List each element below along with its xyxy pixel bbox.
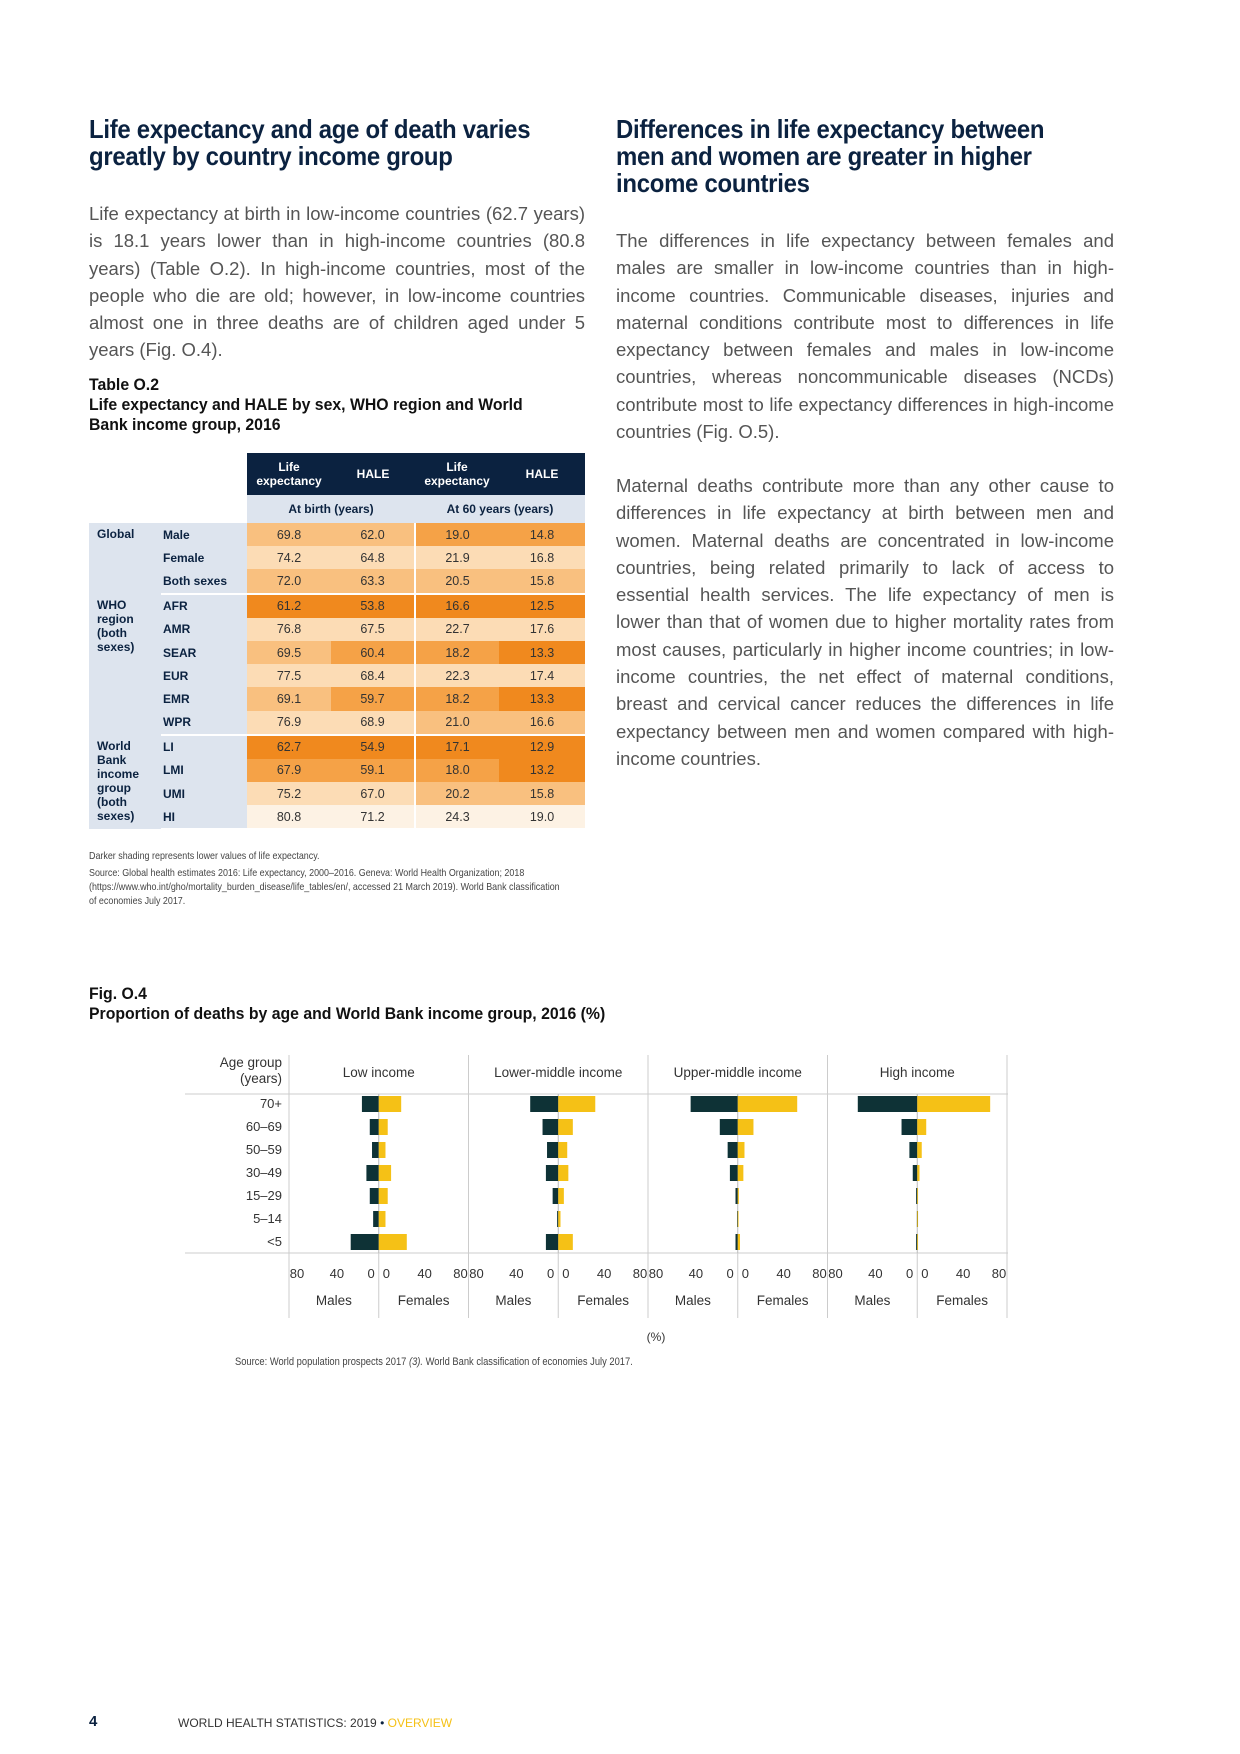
tick-label: 0 bbox=[726, 1266, 734, 1281]
table-group-label: WHO region (both sexes) bbox=[89, 594, 161, 735]
page-number: 4 bbox=[89, 1713, 98, 1730]
panel-title: High income bbox=[879, 1065, 955, 1080]
table-cell: 17.4 bbox=[499, 664, 585, 687]
category-label: 60–69 bbox=[245, 1119, 282, 1134]
table-row-label: AFR bbox=[161, 594, 247, 618]
table-cell: 16.6 bbox=[499, 711, 585, 735]
figure-label: Fig. O.4 bbox=[89, 984, 147, 1003]
table-cell: 21.9 bbox=[415, 546, 499, 569]
tick-label: 80 bbox=[812, 1266, 827, 1281]
tick-label: 40 bbox=[688, 1266, 704, 1281]
column-header: Life expectancy bbox=[415, 453, 499, 495]
female-bar bbox=[379, 1188, 388, 1204]
table-cell: 75.2 bbox=[247, 782, 331, 805]
footer-section: OVERVIEW bbox=[387, 1716, 453, 1730]
table-cell: 14.8 bbox=[499, 523, 585, 546]
female-bar bbox=[379, 1165, 391, 1181]
table-cell: 61.2 bbox=[247, 594, 331, 618]
female-bar bbox=[558, 1142, 567, 1158]
female-bar bbox=[558, 1234, 573, 1250]
table-row-label: LMI bbox=[161, 759, 247, 782]
table-cell: 59.7 bbox=[331, 687, 415, 710]
table-cell: 67.0 bbox=[331, 782, 415, 805]
male-bar bbox=[902, 1119, 918, 1135]
table-cell: 60.4 bbox=[331, 641, 415, 664]
females-label: Females bbox=[397, 1293, 450, 1308]
male-bar bbox=[736, 1234, 738, 1250]
male-bar bbox=[553, 1188, 559, 1204]
table-cell: 69.8 bbox=[247, 523, 331, 546]
male-bar bbox=[547, 1142, 558, 1158]
tick-label: 40 bbox=[776, 1266, 791, 1281]
female-bar bbox=[917, 1165, 919, 1181]
table-cell: 20.5 bbox=[415, 569, 499, 593]
male-bar bbox=[543, 1119, 559, 1135]
tick-label: 80 bbox=[289, 1266, 305, 1281]
table-row-label: EUR bbox=[161, 664, 247, 687]
table-row-label: HI bbox=[161, 805, 247, 829]
tick-label: 0 bbox=[382, 1266, 390, 1281]
female-bar bbox=[917, 1211, 918, 1227]
tick-label: 0 bbox=[741, 1266, 749, 1281]
footer-publication: WORLD HEALTH STATISTICS: 2019 bbox=[178, 1716, 377, 1730]
table-cell: 17.1 bbox=[415, 735, 499, 759]
table-cell: 19.0 bbox=[499, 805, 585, 829]
male-bar bbox=[913, 1165, 917, 1181]
tick-label: 40 bbox=[509, 1266, 524, 1281]
tick-label: 40 bbox=[417, 1266, 432, 1281]
table-row-label: UMI bbox=[161, 782, 247, 805]
tick-label: 0 bbox=[906, 1266, 914, 1281]
left-heading: Life expectancy and age of death varies greatly by country income group bbox=[89, 114, 531, 171]
figure-title: Proportion of deaths by age and World Bank income group, 2016 (%) bbox=[89, 1004, 606, 1023]
tick-label: 0 bbox=[367, 1266, 375, 1281]
male-bar bbox=[546, 1165, 558, 1181]
table-cell: 18.0 bbox=[415, 759, 499, 782]
right-paragraph-1: The differences in life expectancy between females and males are smaller in low-income countries than in high-income countries. Communicable diseases, injuries and maternal conditions contribute most to differences in life expectancy between females and males in low-income countries, whereas noncommunicable diseases (NCDs) contribute most to life expectancy differences in high-income countries (Fig. O.5). bbox=[616, 230, 1114, 443]
table-group-label: Global bbox=[89, 523, 161, 594]
male-bar bbox=[858, 1096, 917, 1112]
column-header: Life expectancy bbox=[247, 453, 331, 495]
table-cell: 71.2 bbox=[331, 805, 415, 829]
table-cell: 67.5 bbox=[331, 618, 415, 641]
female-bar bbox=[379, 1096, 401, 1112]
female-bar bbox=[738, 1211, 739, 1227]
table-row-label: AMR bbox=[161, 618, 247, 641]
tick-label: 40 bbox=[955, 1266, 971, 1281]
male-bar bbox=[916, 1234, 917, 1250]
female-bar bbox=[379, 1234, 407, 1250]
table-cell: 76.9 bbox=[247, 711, 331, 735]
male-bar bbox=[728, 1142, 738, 1158]
male-bar bbox=[372, 1142, 379, 1158]
panel-title: Low income bbox=[342, 1065, 415, 1080]
female-bar bbox=[917, 1142, 921, 1158]
female-bar bbox=[738, 1096, 797, 1112]
male-bar bbox=[370, 1188, 379, 1204]
column-header: HALE bbox=[499, 453, 585, 495]
footer-running-head bbox=[178, 1716, 452, 1730]
male-bar bbox=[736, 1188, 738, 1204]
table-cell: 68.9 bbox=[331, 711, 415, 735]
table-cell: 72.0 bbox=[247, 569, 331, 593]
female-bar bbox=[738, 1119, 754, 1135]
figure-source-tail: World Bank classification of economies July 2017. bbox=[422, 1356, 633, 1368]
tick-label: 80 bbox=[469, 1266, 484, 1281]
column-subheader: At birth (years) bbox=[247, 495, 415, 523]
male-bar bbox=[720, 1119, 738, 1135]
table-cell: 12.9 bbox=[499, 735, 585, 759]
table-row-label: EMR bbox=[161, 687, 247, 710]
footer-bullet: • bbox=[380, 1716, 385, 1730]
table-note: Darker shading represents lower values of life expectancy. bbox=[89, 850, 320, 862]
table-row-label: Both sexes bbox=[161, 569, 247, 593]
males-label: Males bbox=[854, 1293, 891, 1308]
table-cell: 62.7 bbox=[247, 735, 331, 759]
males-label: Males bbox=[315, 1293, 352, 1308]
table-cell: 24.3 bbox=[415, 805, 499, 829]
table-cell: 20.2 bbox=[415, 782, 499, 805]
right-paragraph-2: Maternal deaths contribute more than any other cause to differences in life expectancy at birth between men and women. Maternal deaths are concentrated in low-income countries, being related primarily to lack of access to essential health services. The life expectancy of men is lower than that of women due to higher mortality rates from most causes, particularly in higher income countries; in low-income countries, the net effect of maternal conditions, breast and cervical cancer reduces the differences in life expectancy between men and women compared with high-income countries. bbox=[616, 475, 1114, 769]
table-cell: 17.6 bbox=[499, 618, 585, 641]
male-bar bbox=[691, 1096, 738, 1112]
males-label: Males bbox=[495, 1293, 532, 1308]
table-cell: 63.3 bbox=[331, 569, 415, 593]
column-subheader: At 60 years (years) bbox=[415, 495, 585, 523]
category-label: 30–49 bbox=[245, 1165, 282, 1180]
table-cell: 69.1 bbox=[247, 687, 331, 710]
table-row-label: SEAR bbox=[161, 641, 247, 664]
table-row-label: LI bbox=[161, 735, 247, 759]
figure-source-ref: (3). bbox=[408, 1356, 423, 1368]
category-label: 50–59 bbox=[245, 1142, 282, 1157]
table-cell: 19.0 bbox=[415, 523, 499, 546]
table-cell: 16.6 bbox=[415, 594, 499, 618]
table-cell: 13.3 bbox=[499, 687, 585, 710]
male-bar bbox=[546, 1234, 558, 1250]
age-axis-title: Age group (years) bbox=[219, 1055, 282, 1086]
female-bar bbox=[558, 1096, 595, 1112]
tick-label: 40 bbox=[329, 1266, 345, 1281]
female-bar bbox=[379, 1119, 388, 1135]
male-bar bbox=[730, 1165, 738, 1181]
table-cell: 62.0 bbox=[331, 523, 415, 546]
females-label: Females bbox=[577, 1293, 630, 1308]
panel-title: Upper-middle income bbox=[673, 1065, 802, 1080]
table-cell: 53.8 bbox=[331, 594, 415, 618]
table-cell: 13.2 bbox=[499, 759, 585, 782]
table-cell: 18.2 bbox=[415, 641, 499, 664]
male-bar bbox=[916, 1188, 917, 1204]
unit-label: (%) bbox=[646, 1330, 666, 1344]
female-bar bbox=[917, 1234, 918, 1250]
male-bar bbox=[373, 1211, 379, 1227]
table-cell: 68.4 bbox=[331, 664, 415, 687]
male-bar bbox=[362, 1096, 379, 1112]
male-bar bbox=[370, 1119, 379, 1135]
tick-label: 80 bbox=[632, 1266, 648, 1281]
table-cell: 54.9 bbox=[331, 735, 415, 759]
table-cell: 16.8 bbox=[499, 546, 585, 569]
table-group-label: World Bank income group (both sexes) bbox=[89, 735, 161, 830]
category-label: 15–29 bbox=[245, 1188, 282, 1203]
category-label: <5 bbox=[267, 1234, 282, 1249]
table-title: Life expectancy and HALE by sex, WHO region and World Bank income group, 2016 bbox=[89, 395, 523, 434]
female-bar bbox=[379, 1142, 386, 1158]
figure-source-text: Source: World population prospects 2017 bbox=[235, 1356, 409, 1368]
male-bar bbox=[557, 1211, 558, 1227]
column-header: HALE bbox=[331, 453, 415, 495]
table-row-label: Female bbox=[161, 546, 247, 569]
left-paragraph: Life expectancy at birth in low-income countries (62.7 years) is 18.1 years lower than in high-income countries (80.8 years) (Table O.2). In high-income countries, most of the people who die are old; however, in low-income countries almost one in three deaths are of children aged under 5 years (Fig. O.4). bbox=[89, 203, 585, 361]
table-row-label: WPR bbox=[161, 711, 247, 735]
males-label: Males bbox=[674, 1293, 711, 1308]
table-cell: 15.8 bbox=[499, 569, 585, 593]
female-bar bbox=[917, 1096, 990, 1112]
male-bar bbox=[366, 1165, 378, 1181]
table-cell: 22.7 bbox=[415, 618, 499, 641]
females-label: Females bbox=[936, 1293, 989, 1308]
female-bar bbox=[738, 1188, 739, 1204]
table-cell: 64.8 bbox=[331, 546, 415, 569]
figure-source bbox=[235, 1355, 745, 1369]
table-cell: 13.3 bbox=[499, 641, 585, 664]
table-cell: 76.8 bbox=[247, 618, 331, 641]
category-label: 70+ bbox=[259, 1096, 282, 1111]
female-bar bbox=[738, 1234, 740, 1250]
table-cell: 74.2 bbox=[247, 546, 331, 569]
tick-label: 0 bbox=[921, 1266, 929, 1281]
female-bar bbox=[558, 1188, 564, 1204]
table-cell: 77.5 bbox=[247, 664, 331, 687]
right-heading: Differences in life expectancy between men and women are greater in higher income countries bbox=[616, 114, 1045, 198]
tick-label: 0 bbox=[562, 1266, 570, 1281]
male-bar bbox=[909, 1142, 917, 1158]
table-cell: 22.3 bbox=[415, 664, 499, 687]
female-bar bbox=[558, 1211, 560, 1227]
female-bar bbox=[738, 1165, 744, 1181]
table-cell: 80.8 bbox=[247, 805, 331, 829]
female-bar bbox=[558, 1119, 573, 1135]
female-bar bbox=[917, 1119, 926, 1135]
tick-label: 40 bbox=[596, 1266, 612, 1281]
tick-label: 80 bbox=[991, 1266, 1007, 1281]
tick-label: 40 bbox=[868, 1266, 883, 1281]
table-cell: 18.2 bbox=[415, 687, 499, 710]
male-bar bbox=[351, 1234, 379, 1250]
tick-label: 80 bbox=[648, 1266, 664, 1281]
male-bar bbox=[530, 1096, 558, 1112]
tick-label: 80 bbox=[453, 1266, 468, 1281]
table-source: Source: Global health estimates 2016: Life expectancy, 2000–2016. Geneva: World Health Organization; 2018 (https://www.who.int/gho/mortality_burden_disease/life_tables/en/, accessed 21 March 2019). World Bank classification of economies July 2017. bbox=[89, 867, 560, 907]
female-bar bbox=[379, 1211, 386, 1227]
tick-label: 0 bbox=[547, 1266, 555, 1281]
female-bar bbox=[558, 1165, 568, 1181]
table-cell: 59.1 bbox=[331, 759, 415, 782]
category-label: 5–14 bbox=[253, 1211, 282, 1226]
table-row-label: Male bbox=[161, 523, 247, 546]
table-cell: 69.5 bbox=[247, 641, 331, 664]
tick-label: 80 bbox=[828, 1266, 843, 1281]
female-bar bbox=[738, 1142, 745, 1158]
panel-title: Lower-middle income bbox=[494, 1065, 623, 1080]
females-label: Females bbox=[756, 1293, 809, 1308]
table-label: Table O.2 bbox=[89, 375, 159, 394]
table-cell: 12.5 bbox=[499, 594, 585, 618]
table-cell: 67.9 bbox=[247, 759, 331, 782]
table-cell: 15.8 bbox=[499, 782, 585, 805]
female-bar bbox=[917, 1188, 918, 1204]
table-cell: 21.0 bbox=[415, 711, 499, 735]
